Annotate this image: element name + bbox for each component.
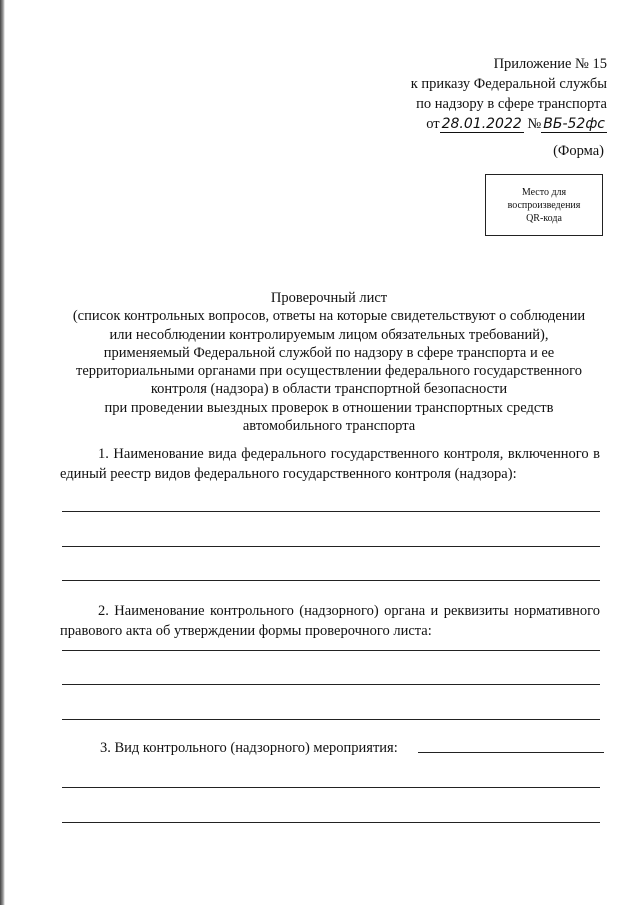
title-heading: Проверочный лист [270,290,388,306]
answer-line-1c[interactable] [62,580,600,581]
form-label: (Форма) [553,143,604,159]
answer-line-3-inline[interactable] [418,752,604,753]
item-3-text: 3. Вид контрольного (надзорного) мероприятия: [100,740,398,756]
answer-line-2b[interactable] [62,684,600,685]
answer-line-1a[interactable] [62,511,600,512]
appendix-date-line [347,114,607,134]
qr-box-line-2: воспроизведения [507,199,581,211]
title-line-3: или несоблюдении контролируемым лицом обязательных требований), [109,326,549,343]
title-line-7: при проведении выездных проверок в отношении транспортных средств [104,399,554,416]
item-1-text: 1. Наименование вида федерального государственного контроля, включенного в единый реестр видов федерального государственного контроля (надзора): [60,446,600,482]
answer-line-2c[interactable] [62,719,600,720]
title-line-2: (список контрольных вопросов, ответы на которые свидетельствуют о соблюдении [72,308,586,325]
answer-line-3a[interactable] [62,787,600,788]
appendix-header [347,54,607,134]
date-prefix: от [426,116,440,132]
answer-line-1b[interactable] [62,546,600,547]
handwritten-date: 28.01.2022 [441,116,522,132]
title-line-8: автомобильного транспорта [242,418,416,435]
qr-code-placeholder-box [485,174,603,236]
appendix-number: Приложение № 15 [493,56,607,72]
scan-edge-shadow [0,0,5,905]
answer-line-3b[interactable] [62,822,600,823]
handwritten-number: ВБ-52фс [543,116,605,132]
qr-box-line-1: Место для [521,186,567,198]
number-prefix: № [527,116,542,132]
title-line-6: контроля (надзора) в области транспортной безопасности [150,381,508,398]
answer-line-2a[interactable] [62,650,600,651]
appendix-agency-line: по надзору в сфере транспорта [416,96,607,112]
document-title-block [60,289,598,435]
title-line-4: применяемый Федеральной службой по надзору в сфере транспорта и ее [103,344,555,361]
qr-box-line-3: QR-кода [526,212,562,224]
title-line-5: территориальными органами при осуществлении федерального государственного [75,363,583,380]
item-2-text: 2. Наименование контрольного (надзорного) органа и реквизиты нормативного правового акта об утверждении формы проверочного листа: [60,603,600,639]
appendix-order-line: к приказу Федеральной службы [410,76,607,92]
